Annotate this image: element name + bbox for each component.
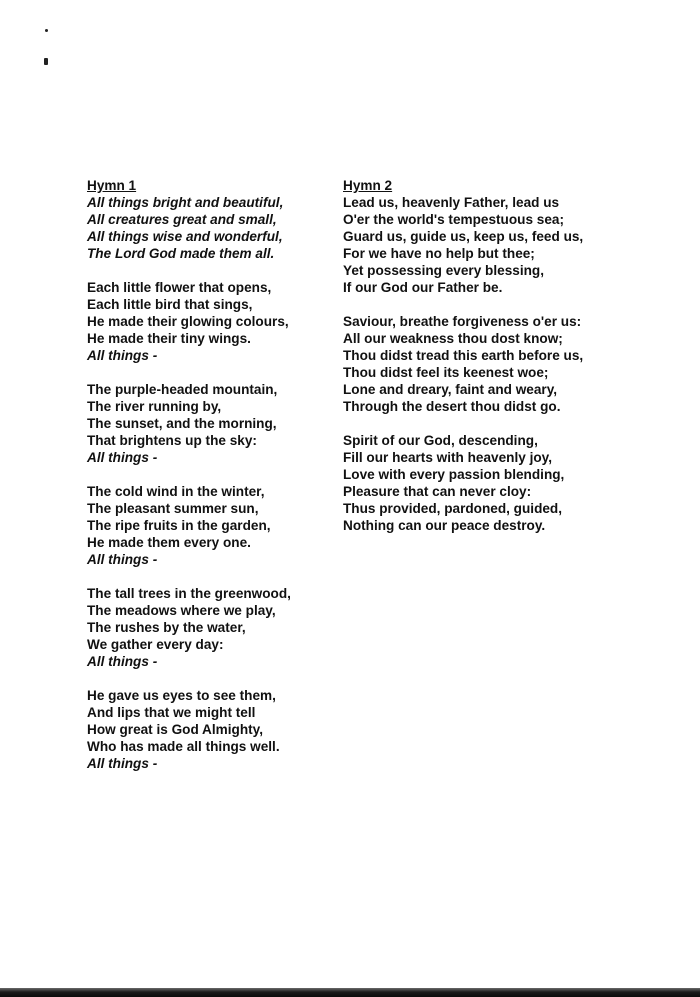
verse-line: The purple-headed mountain, [87, 382, 278, 397]
verse-line: The cold wind in the winter, [87, 484, 265, 499]
verse-line: Spirit of our God, descending, [343, 433, 538, 448]
verse-line: He made them every one. [87, 535, 251, 550]
refrain-line: All things - [87, 552, 158, 567]
verse-line: All things wise and wonderful, [87, 229, 283, 244]
hymn-1-chorus [87, 194, 327, 262]
verse-line: We gather every day: [87, 637, 224, 652]
verse-line: Each little flower that opens, [87, 280, 272, 295]
verse-line: Thus provided, pardoned, guided, [343, 501, 563, 516]
verse-line: Love with every passion blending, [343, 467, 565, 482]
verse-line: Pleasure that can never cloy: [343, 484, 532, 499]
hymn-1-column [87, 177, 327, 789]
verse-line: O'er the world's tempestuous sea; [343, 212, 564, 227]
verse-line: Each little bird that sings, [87, 297, 253, 312]
hymn-1-verse-1 [87, 279, 327, 364]
verse-line: The pleasant summer sun, [87, 501, 259, 516]
refrain-line: All things - [87, 450, 158, 465]
hymn-2-verse-2 [343, 313, 613, 415]
verse-line: Nothing can our peace destroy. [343, 518, 546, 533]
verse-line: That brightens up the sky: [87, 433, 257, 448]
verse-line: Saviour, breathe forgiveness o'er us: [343, 314, 582, 329]
hymn-title: Hymn 1 [87, 178, 137, 193]
refrain-line: All things - [87, 756, 158, 771]
hymn-1-verse-4 [87, 585, 327, 670]
verse-line: For we have no help but thee; [343, 246, 535, 261]
refrain-line: All things - [87, 654, 158, 669]
verse-line: Who has made all things well. [87, 739, 280, 754]
verse-line: Thou didst feel its keenest woe; [343, 365, 549, 380]
hymn-2-column [343, 177, 613, 551]
verse-line: The rushes by the water, [87, 620, 246, 635]
scanner-edge [0, 988, 700, 997]
verse-line: The Lord God made them all. [87, 246, 275, 261]
verse-line: The ripe fruits in the garden, [87, 518, 271, 533]
verse-line: The meadows where we play, [87, 603, 276, 618]
refrain-line: All things - [87, 348, 158, 363]
verse-line: He made their tiny wings. [87, 331, 251, 346]
verse-line: If our God our Father be. [343, 280, 503, 295]
verse-line: Fill our hearts with heavenly joy, [343, 450, 552, 465]
hymn-title: Hymn 2 [343, 178, 393, 193]
verse-line: The tall trees in the greenwood, [87, 586, 291, 601]
hymn-2-verse-1 [343, 194, 613, 296]
verse-line: All creatures great and small, [87, 212, 277, 227]
verse-line: And lips that we might tell [87, 705, 256, 720]
verse-line: Through the desert thou didst go. [343, 399, 561, 414]
verse-line: The river running by, [87, 399, 222, 414]
scan-speck [44, 58, 48, 65]
hymn-2-verse-3 [343, 432, 613, 534]
verse-line: Thou didst tread this earth before us, [343, 348, 584, 363]
verse-line: All things bright and beautiful, [87, 195, 284, 210]
verse-line: He made their glowing colours, [87, 314, 289, 329]
hymn-1-verse-2 [87, 381, 327, 466]
scan-speck [45, 29, 48, 32]
verse-line: Lone and dreary, faint and weary, [343, 382, 558, 397]
verse-line: All our weakness thou dost know; [343, 331, 563, 346]
hymn-1-verse-3 [87, 483, 327, 568]
verse-line: He gave us eyes to see them, [87, 688, 276, 703]
verse-line: The sunset, and the morning, [87, 416, 277, 431]
verse-line: Guard us, guide us, keep us, feed us, [343, 229, 584, 244]
verse-line: Yet possessing every blessing, [343, 263, 544, 278]
hymn-1-verse-5 [87, 687, 327, 772]
verse-line: Lead us, heavenly Father, lead us [343, 195, 560, 210]
verse-line: How great is God Almighty, [87, 722, 263, 737]
